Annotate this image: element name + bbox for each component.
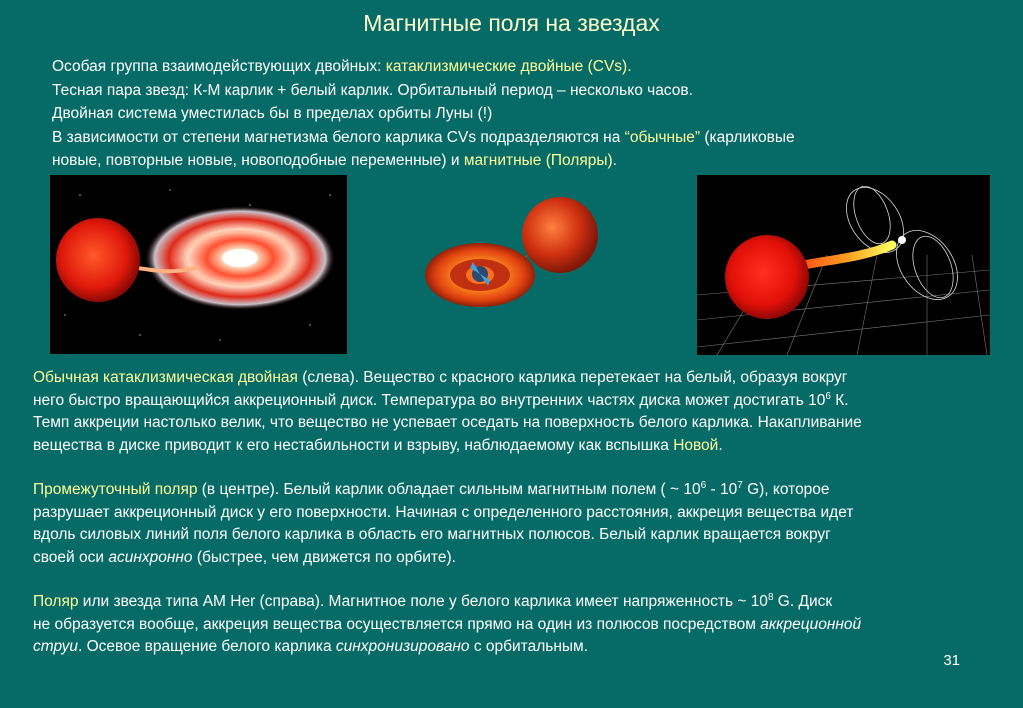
text-line: [33, 593, 832, 610]
superscript: 8: [767, 592, 774, 603]
text-span: G. Диск: [773, 593, 833, 610]
intro-line-4: [52, 126, 972, 150]
highlight-ordinary-cv: Обычная катаклизмическая двойная: [33, 369, 298, 386]
text-line: [33, 549, 456, 566]
highlight-magnetic: магнитные (Поляры): [463, 152, 613, 169]
text-span: (быстрее, чем движется по орбите).: [192, 548, 456, 566]
intro-text-span: В зависимости от степени магнетизма белого карлика CVs подразделяются на: [52, 128, 625, 146]
intermediate-polar-image: [418, 190, 610, 320]
highlight-intermediate-polar: Промежуточный поляр: [33, 481, 198, 498]
text-span: .: [718, 436, 723, 454]
intro-text-span: .: [612, 152, 617, 169]
intro-text-span: Особая группа взаимодействующих двойных:: [52, 58, 386, 75]
text-line: [33, 481, 830, 498]
text-span: вещества в диске приводит к его нестабильности и взрыву, наблюдаемому как вспышка: [33, 436, 674, 454]
intro-text-span: новые, повторные новые, новоподобные переменные) и: [52, 152, 464, 169]
text-line: [33, 369, 847, 386]
text-span: или звезда типа AM Her (справа). Магнитное поле у белого карлика имеет напряженность ~ 10: [78, 593, 768, 610]
superscript: 6: [700, 480, 707, 491]
intro-line-3: Двойная система уместилась бы в пределах орбиты Луны (!): [52, 105, 493, 122]
italic-synchronized: синхронизировано: [335, 638, 470, 655]
italic-asynchronous: асинхронно: [108, 548, 193, 566]
accretion-disk-image: [50, 175, 347, 354]
page-number: 31: [943, 652, 960, 669]
text-line: вдоль силовых линий поля белого карлика в область его магнитных полюсов. Белый карлик вращается вокруг: [33, 526, 831, 543]
text-span: . Осевое вращение белого карлика: [77, 638, 336, 655]
highlight-ordinary: “обычные”: [624, 128, 701, 146]
intro-line-1: [52, 55, 972, 79]
text-span: с орбитальным.: [469, 638, 589, 655]
text-line: разрушает аккреционный диск у его поверхности. Начиная с определенного расстояния, аккреция вещества идет: [33, 503, 854, 521]
text-span: него быстро вращающийся аккреционный диск. Температура во внутренних частях диска может достигать 10: [33, 391, 826, 409]
text-span: - 10: [706, 481, 738, 498]
description-text: [33, 367, 993, 681]
text-span: (в центре). Белый карлик обладает сильным магнитным полем ( ~ 10: [197, 481, 701, 498]
italic-stream: струи: [33, 638, 78, 655]
highlight-nova: Новой: [673, 436, 719, 454]
text-span: G), которое: [742, 481, 830, 498]
text-line: [33, 616, 861, 633]
text-span: своей оси: [33, 548, 109, 566]
paragraph-ordinary-cv: [33, 367, 993, 457]
intro-line-2: Тесная пара звезд: К-М карлик + белый карлик. Орбитальный период – несколько часов.: [52, 81, 693, 99]
text-line: [33, 638, 588, 655]
polar-image: [697, 175, 990, 355]
text-line: [33, 437, 723, 454]
superscript: 6: [825, 390, 831, 402]
paragraph-intermediate-polar: [33, 479, 993, 569]
text-line: [33, 392, 849, 409]
highlight-cvs: катаклизмические двойные (CVs).: [385, 58, 632, 75]
text-line: Темп аккреции настолько велик, что вещество не успевает оседать на поверхность белого карлика. Накапливание: [33, 414, 862, 431]
intro-line-5: [52, 149, 972, 173]
text-span: не образуется вообще, аккреция вещества осуществляется прямо на один из полюсов посредством: [33, 615, 761, 633]
text-span: (слева). Вещество с красного карлика перетекает на белый, образуя вокруг: [297, 369, 848, 386]
italic-accretion: аккреционной: [760, 615, 862, 633]
intro-text: [52, 55, 972, 173]
slide-title: Магнитные поля на звездах: [363, 10, 660, 36]
paragraph-polar: [33, 591, 993, 659]
superscript: 7: [737, 480, 743, 491]
highlight-polar: Поляр: [33, 593, 79, 610]
text-span: К.: [830, 391, 849, 409]
intro-text-span: (карликовые: [700, 128, 795, 146]
